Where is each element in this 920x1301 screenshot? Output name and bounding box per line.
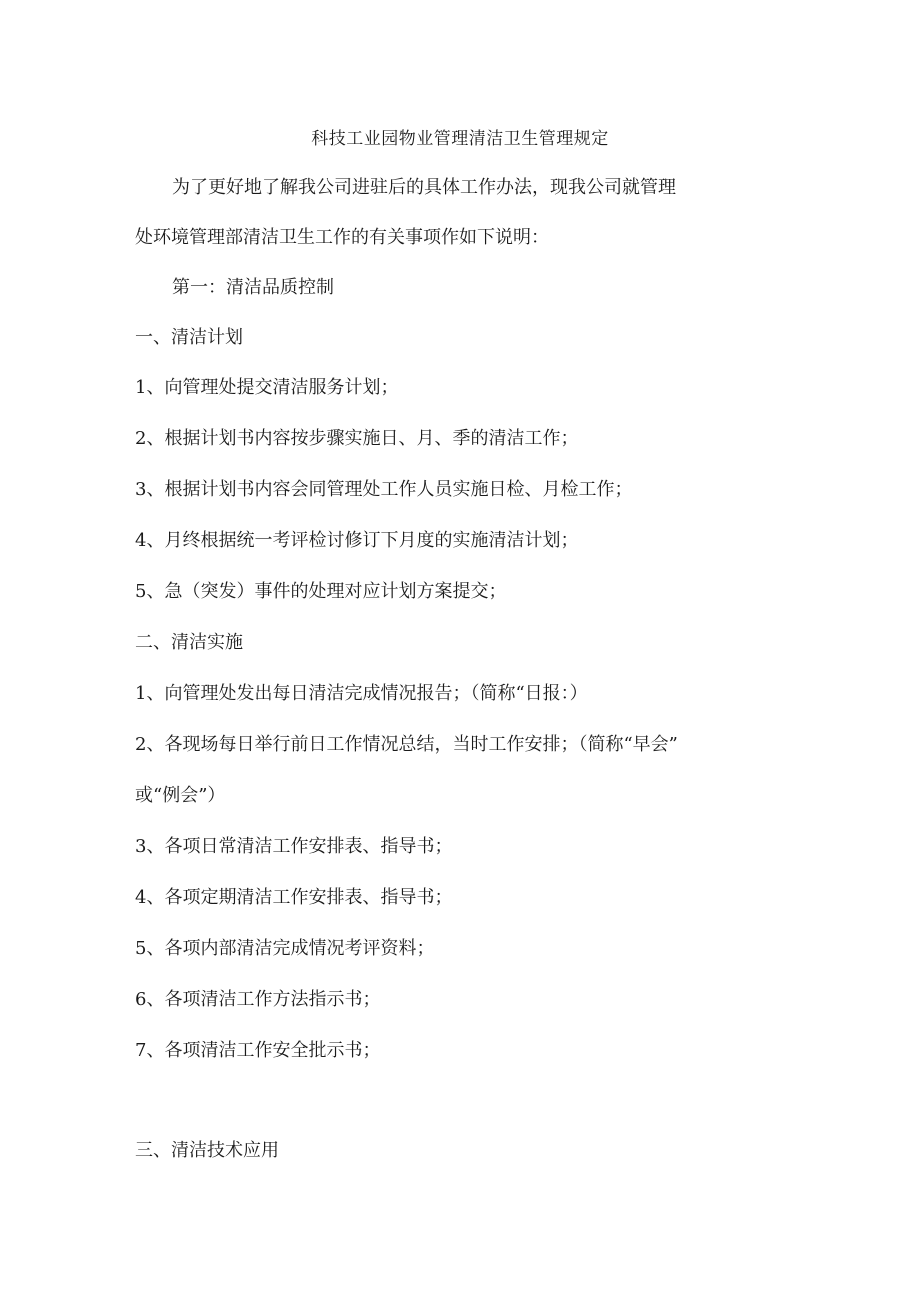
section2-item-2-continued: 或“例会”） bbox=[135, 785, 226, 806]
section2-item-1: 1、向管理处发出每日清洁完成情况报告；（简称“日报：） bbox=[135, 683, 588, 704]
section1-item-1: 1、向管理处提交清洁服务计划； bbox=[135, 377, 399, 398]
section2-item-3: 3、各项日常清洁工作安排表、指导书； bbox=[135, 836, 453, 857]
intro-line-2: 处环境管理部清洁卫生工作的有关事项作如下说明： bbox=[135, 227, 549, 248]
section2-item-5: 5、各项内部清洁完成情况考评资料； bbox=[135, 938, 435, 959]
section1-item-3: 3、根据计划书内容会同管理处工作人员实施日检、月检工作； bbox=[135, 479, 633, 500]
section2-heading: 二、清洁实施 bbox=[135, 632, 243, 653]
intro-line-1: 为了更好地了解我公司进驻后的具体工作办法，现我公司就管理 bbox=[172, 177, 676, 198]
section1-item-2: 2、根据计划书内容按步骤实施日、月、季的清洁工作； bbox=[135, 428, 579, 449]
section1-item-5: 5、急（突发）事件的处理对应计划方案提交； bbox=[135, 581, 507, 602]
section3-heading: 三、清洁技术应用 bbox=[135, 1140, 279, 1161]
section2-item-2: 2、各现场每日举行前日工作情况总结，当时工作安排；（简称“早会” bbox=[135, 734, 678, 755]
document-title: 科技工业园物业管理清洁卫生管理规定 bbox=[311, 129, 609, 149]
section2-item-7: 7、各项清洁工作安全批示书； bbox=[135, 1040, 381, 1061]
section2-item-6: 6、各项清洁工作方法指示书； bbox=[135, 989, 381, 1010]
section1-heading: 一、清洁计划 bbox=[135, 327, 243, 348]
part1-heading: 第一：清洁品质控制 bbox=[172, 277, 334, 298]
section2-item-4: 4、各项定期清洁工作安排表、指导书； bbox=[135, 887, 453, 908]
section1-item-4: 4、月终根据统一考评检讨修订下月度的实施清洁计划； bbox=[135, 530, 579, 551]
